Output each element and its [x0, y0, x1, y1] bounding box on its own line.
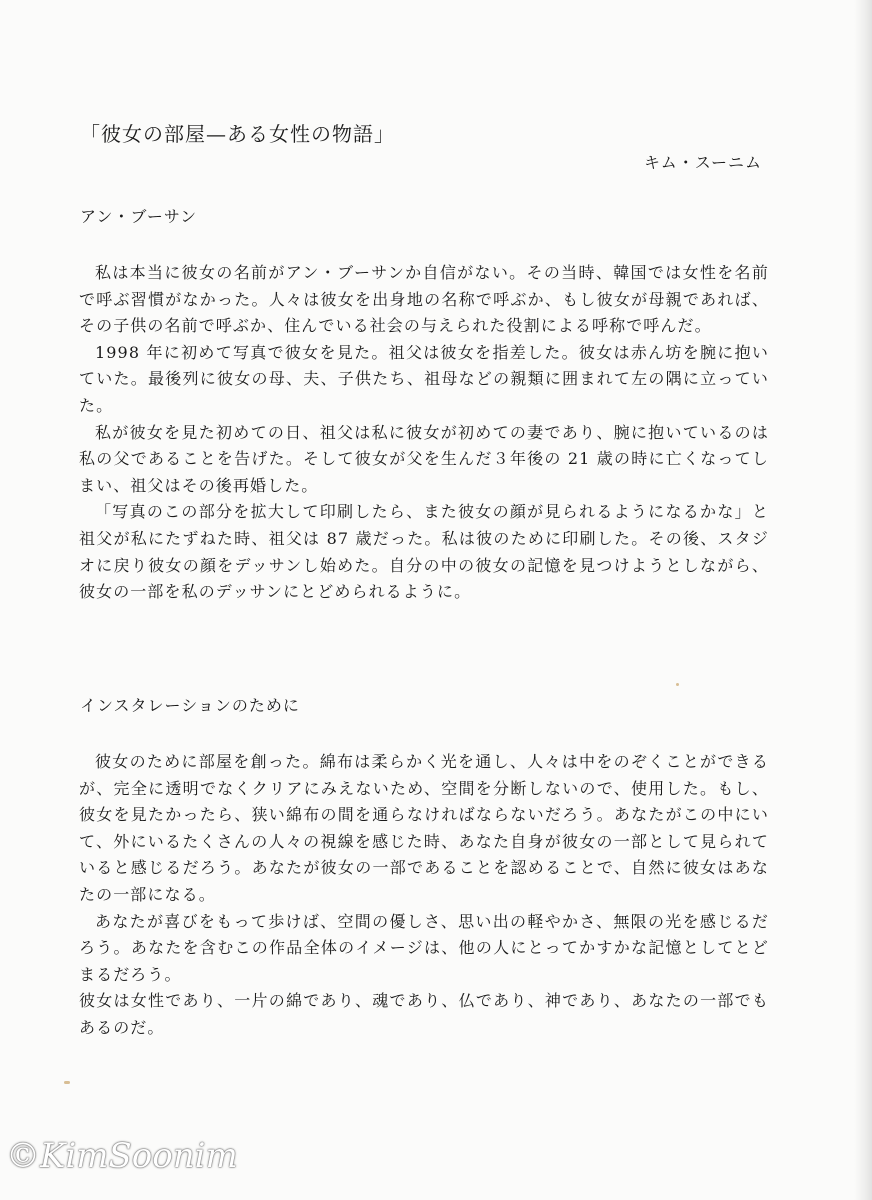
copyright-watermark: ©KimSoonim — [6, 1136, 238, 1176]
scan-speck — [676, 683, 679, 686]
section-heading-installation: インスタレーションのために — [80, 696, 300, 715]
paragraph: 私は本当に彼女の名前がアン・ブーサンか自信がない。その当時、韓国では女性を名前で呼ぶ習慣がなかった。人々は彼女を出身地の名称で呼ぶか、もし彼女が母親であれば、その子供の名前で呼ぶか、住んでいる社会の与えられた役割による呼称で呼んだ。 — [79, 263, 769, 336]
paragraph: あなたが喜びをもって歩けば、空間の優しさ、思い出の軽やかさ、無限の光を感じるだろう。あなたを含むこの作品全体のイメージは、他の人にとってかすかな記憶としてとどまるだろう。 — [79, 911, 769, 984]
section-heading-an-busan: アン・ブーサン — [80, 207, 198, 226]
paragraph: 彼女のために部屋を創った。綿布は柔らかく光を通し、人々は中をのぞくことができるが、完全に透明でなくクリアにみえないため、空間を分断しないので、使用した。もし、彼女を見たかったら、狭い綿布の間を通らなければならないだろう。あなたがこの中にいて、外にいるたくさんの人々の視線を感じた時、あなた自身が彼女の一部として見られていると感じるだろう。あなたが彼女の一部であることを認めることで、自然に彼女はあなたの一部になる。 — [79, 752, 769, 904]
paragraph: 「写真のこの部分を拡大して印刷したら、また彼女の顔が見られるようになるかな」と祖父が私にたずねた時、祖父は 87 歳だった。私は彼のために印刷した。その後、スタジオに戻り彼女の顔をデッサンし始めた。自分の中の彼女の記憶を見つけようとしながら、彼女の一部を私のデッサンにとどめられるように。 — [79, 502, 769, 602]
scan-edge-shadow — [854, 0, 872, 1200]
document-title: 「彼女の部屋—ある女性の物語」 — [80, 122, 395, 146]
paragraph: 1998 年に初めて写真で彼女を見た。祖父は彼女を指差した。彼女は赤ん坊を腕に抱いていた。最後列に彼女の母、夫、子供たち、祖母などの親類に囲まれて左の隅に立っていた。 — [79, 342, 769, 415]
paragraph: 私が彼女を見た初めての日、祖父は私に彼女が初めての妻であり、腕に抱いているのは私の父であることを告げた。そして彼女が父を生んだ３年後の 21 歳の時に亡くなってしまい、祖父はその後再婚した。 — [79, 422, 769, 495]
closing-paragraph: 彼女は女性であり、一片の綿であり、魂であり、仏であり、神であり、あなたの一部でもあるのだ。 — [79, 991, 769, 1037]
section-body-an-busan — [79, 260, 769, 606]
document-author: キム・スーニム — [643, 153, 762, 172]
section-body-installation — [79, 749, 769, 1042]
scan-speck — [64, 1081, 70, 1084]
